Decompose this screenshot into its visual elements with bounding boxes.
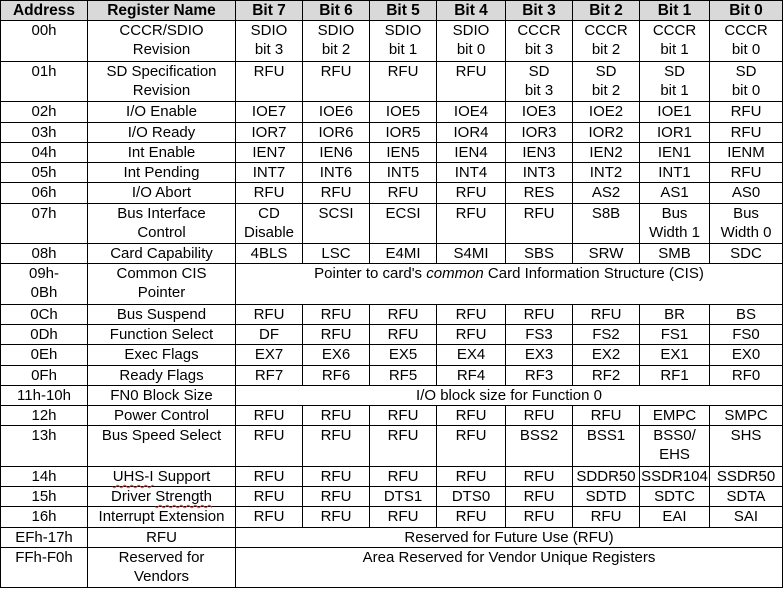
- bit-5-cell: RFU: [370, 426, 437, 467]
- spellcheck-flagged-word: UHS-I: [112, 467, 154, 485]
- register-name-cell: Int Enable: [88, 142, 236, 162]
- bit-5-cell: RFU: [370, 406, 437, 426]
- bit-0-cell: SDTA: [710, 487, 783, 507]
- register-name-cell: Bus Suspend: [88, 304, 236, 324]
- merged-description-cell: [236, 264, 783, 305]
- bit-1-cell: FS1: [640, 325, 710, 345]
- text-segment: Pointer to card's: [314, 265, 427, 283]
- bit-1-cell: RF1: [640, 365, 710, 385]
- table-row: [1, 385, 783, 405]
- register-name-cell: Interrupt Extension: [88, 507, 236, 527]
- bit-6-cell: RFU: [303, 406, 370, 426]
- bit-3-cell: IEN3: [506, 142, 573, 162]
- bit-1-cell: EX1: [640, 345, 710, 365]
- address-cell: 13h: [1, 426, 88, 467]
- bit-7-cell: INT7: [236, 163, 303, 183]
- bit-2-cell: SD bit 2: [573, 61, 640, 102]
- table-row: [1, 203, 783, 244]
- bit-5-cell: RFU: [370, 304, 437, 324]
- address-cell: 04h: [1, 142, 88, 162]
- address-cell: 01h: [1, 61, 88, 102]
- bit-2-cell: SRW: [573, 244, 640, 264]
- bit-6-cell: RFU: [303, 183, 370, 203]
- bit-7-cell: RF7: [236, 365, 303, 385]
- address-cell: 0Dh: [1, 325, 88, 345]
- bit-1-cell: SD bit 1: [640, 61, 710, 102]
- address-cell: 12h: [1, 406, 88, 426]
- column-header-bit-4: Bit 4: [437, 1, 506, 21]
- table-row: [1, 183, 783, 203]
- bit-6-cell: RFU: [303, 507, 370, 527]
- address-cell: 00h: [1, 21, 88, 62]
- bit-0-cell: SD bit 0: [710, 61, 783, 102]
- address-cell: 06h: [1, 183, 88, 203]
- bit-4-cell: RFU: [437, 203, 506, 244]
- bit-5-cell: IOE5: [370, 102, 437, 122]
- bit-3-cell: BSS2: [506, 426, 573, 467]
- bit-7-cell: IOR7: [236, 122, 303, 142]
- bit-2-cell: CCCR bit 2: [573, 21, 640, 62]
- bit-3-cell: RFU: [506, 466, 573, 486]
- register-name-cell: Function Select: [88, 325, 236, 345]
- bit-4-cell: RFU: [437, 325, 506, 345]
- register-name-cell: Reserved for Vendors: [88, 547, 236, 588]
- bit-5-cell: EX5: [370, 345, 437, 365]
- address-cell: 05h: [1, 163, 88, 183]
- address-cell: 16h: [1, 507, 88, 527]
- address-cell: 15h: [1, 487, 88, 507]
- address-cell: 0Ch: [1, 304, 88, 324]
- bit-5-cell: RFU: [370, 466, 437, 486]
- bit-7-cell: RFU: [236, 183, 303, 203]
- table-row: [1, 264, 783, 305]
- merged-description-cell: Area Reserved for Vendor Unique Registers: [236, 547, 783, 588]
- bit-0-cell: RFU: [710, 122, 783, 142]
- register-name-cell: I/O Ready: [88, 122, 236, 142]
- bit-0-cell: SDC: [710, 244, 783, 264]
- bit-0-cell: RFU: [710, 102, 783, 122]
- column-header-bit-1: Bit 1: [640, 1, 710, 21]
- bit-5-cell: ECSI: [370, 203, 437, 244]
- register-name-cell: Bus Interface Control: [88, 203, 236, 244]
- bit-7-cell: RFU: [236, 304, 303, 324]
- table-row: [1, 244, 783, 264]
- bit-4-cell: S4MI: [437, 244, 506, 264]
- table-row: [1, 365, 783, 385]
- bit-5-cell: RFU: [370, 507, 437, 527]
- bit-4-cell: RFU: [437, 466, 506, 486]
- bit-3-cell: SBS: [506, 244, 573, 264]
- bit-2-cell: AS2: [573, 183, 640, 203]
- table-row: [1, 102, 783, 122]
- bit-1-cell: BR: [640, 304, 710, 324]
- bit-2-cell: INT2: [573, 163, 640, 183]
- header-row: [1, 1, 783, 21]
- address-cell: FFh-F0h: [1, 547, 88, 588]
- column-header-bit-2: Bit 2: [573, 1, 640, 21]
- register-name-cell: I/O Enable: [88, 102, 236, 122]
- bit-1-cell: INT1: [640, 163, 710, 183]
- table-row: [1, 547, 783, 588]
- merged-description-cell: I/O block size for Function 0: [236, 385, 783, 405]
- table-row: [1, 345, 783, 365]
- bit-2-cell: FS2: [573, 325, 640, 345]
- register-name-cell: SD Specification Revision: [88, 61, 236, 102]
- bit-3-cell: RFU: [506, 406, 573, 426]
- table-head: [1, 1, 783, 21]
- bit-6-cell: LSC: [303, 244, 370, 264]
- bit-2-cell: S8B: [573, 203, 640, 244]
- register-name-cell: FN0 Block Size: [88, 385, 236, 405]
- bit-7-cell: SDIO bit 3: [236, 21, 303, 62]
- bit-5-cell: RFU: [370, 61, 437, 102]
- register-name-cell: Card Capability: [88, 244, 236, 264]
- address-cell: 08h: [1, 244, 88, 264]
- address-cell: 02h: [1, 102, 88, 122]
- bit-2-cell: RFU: [573, 304, 640, 324]
- bit-5-cell: DTS1: [370, 487, 437, 507]
- bit-3-cell: INT3: [506, 163, 573, 183]
- register-name-cell: Common CIS Pointer: [88, 264, 236, 305]
- address-cell: 07h: [1, 203, 88, 244]
- table-row: [1, 507, 783, 527]
- bit-6-cell: SCSI: [303, 203, 370, 244]
- bit-3-cell: RES: [506, 183, 573, 203]
- bit-0-cell: SSDR50: [710, 466, 783, 486]
- address-cell: 14h: [1, 466, 88, 486]
- bit-5-cell: IEN5: [370, 142, 437, 162]
- bit-6-cell: IOR6: [303, 122, 370, 142]
- register-name-cell: [88, 466, 236, 486]
- bit-4-cell: RFU: [437, 426, 506, 467]
- bit-7-cell: RFU: [236, 466, 303, 486]
- bit-0-cell: Bus Width 0: [710, 203, 783, 244]
- bit-0-cell: CCCR bit 0: [710, 21, 783, 62]
- bit-6-cell: RFU: [303, 426, 370, 467]
- address-cell: EFh-17h: [1, 527, 88, 547]
- table-row: [1, 21, 783, 62]
- bit-7-cell: DF: [236, 325, 303, 345]
- bit-2-cell: RF2: [573, 365, 640, 385]
- bit-1-cell: SSDR104: [641, 467, 708, 485]
- bit-0-cell: IENM: [710, 142, 783, 162]
- bit-6-cell: RF6: [303, 365, 370, 385]
- register-name-cell: CCCR/SDIO Revision: [88, 21, 236, 62]
- bit-4-cell: IOE4: [437, 102, 506, 122]
- bit-4-cell: RFU: [437, 183, 506, 203]
- bit-4-cell: RF4: [437, 365, 506, 385]
- bit-0-cell: RF0: [710, 365, 783, 385]
- table-row: [1, 527, 783, 547]
- bit-3-cell: CCCR bit 3: [506, 21, 573, 62]
- address-cell: 11h-10h: [1, 385, 88, 405]
- table-row: [1, 304, 783, 324]
- table-row: [1, 487, 783, 507]
- spellcheck-flagged-word: Strength: [155, 488, 212, 505]
- address-cell: 03h: [1, 122, 88, 142]
- column-header-address: Address: [1, 1, 88, 21]
- bit-0-cell: EX0: [710, 345, 783, 365]
- bit-1-cell: Bus Width 1: [640, 203, 710, 244]
- table-row: [1, 426, 783, 467]
- bit-2-cell: RFU: [573, 507, 640, 527]
- bit-6-cell: EX6: [303, 345, 370, 365]
- table-row: [1, 61, 783, 102]
- bit-6-cell: RFU: [303, 61, 370, 102]
- bit-6-cell: SDIO bit 2: [303, 21, 370, 62]
- bit-7-cell: RFU: [236, 426, 303, 467]
- column-header-bit-0: Bit 0: [710, 1, 783, 21]
- bit-3-cell: IOE3: [506, 102, 573, 122]
- emphasized-text: common: [426, 265, 484, 283]
- bit-6-cell: RFU: [303, 487, 370, 507]
- bit-7-cell: 4BLS: [236, 244, 303, 264]
- register-name-cell: Int Pending: [88, 163, 236, 183]
- table-row: [1, 163, 783, 183]
- bit-5-cell: RF5: [370, 365, 437, 385]
- bit-3-cell: RF3: [506, 365, 573, 385]
- bit-1-cell: IEN1: [640, 142, 710, 162]
- address-cell: 0Eh: [1, 345, 88, 365]
- bit-6-cell: RFU: [303, 466, 370, 486]
- bit-1-cell: SMB: [640, 244, 710, 264]
- column-header-bit-5: Bit 5: [370, 1, 437, 21]
- bit-2-cell: EX2: [573, 345, 640, 365]
- bit-0-cell: FS0: [710, 325, 783, 345]
- bit-2-cell: BSS1: [573, 426, 640, 467]
- bit-4-cell: IOR4: [437, 122, 506, 142]
- bit-0-cell: BS: [710, 304, 783, 324]
- text-segment: Driver: [111, 488, 156, 505]
- bit-3-cell: RFU: [506, 487, 573, 507]
- bit-7-cell: RFU: [236, 406, 303, 426]
- register-name-cell: I/O Abort: [88, 183, 236, 203]
- bit-6-cell: IOE6: [303, 102, 370, 122]
- table-row: [1, 122, 783, 142]
- bit-1-cell: BSS0/ EHS: [640, 426, 710, 467]
- bit-0-cell: RFU: [710, 163, 783, 183]
- bit-0-cell: SHS: [710, 426, 783, 467]
- bit-2-cell: IOR2: [573, 122, 640, 142]
- bit-1-cell: AS1: [640, 183, 710, 203]
- column-header-register-name: Register Name: [88, 1, 236, 21]
- bit-7-cell: RFU: [236, 507, 303, 527]
- bit-6-cell: RFU: [303, 325, 370, 345]
- table-row: [1, 406, 783, 426]
- register-name-cell: Exec Flags: [88, 345, 236, 365]
- register-name-cell: [88, 487, 236, 507]
- bit-5-cell: INT5: [370, 163, 437, 183]
- text-segment: Card Information Structure (CIS): [483, 265, 704, 283]
- register-name-cell: Ready Flags: [88, 365, 236, 385]
- bit-1-cell: EMPC: [640, 406, 710, 426]
- bit-4-cell: RFU: [437, 304, 506, 324]
- bit-4-cell: SDIO bit 0: [437, 21, 506, 62]
- bit-3-cell: FS3: [506, 325, 573, 345]
- bit-7-cell: IOE7: [236, 102, 303, 122]
- bit-4-cell: IEN4: [437, 142, 506, 162]
- register-name-cell: Bus Speed Select: [88, 426, 236, 467]
- bit-0-cell: SAI: [710, 507, 783, 527]
- bit-1-cell: CCCR bit 1: [640, 21, 710, 62]
- bit-4-cell: INT4: [437, 163, 506, 183]
- bit-4-cell: DTS0: [437, 487, 506, 507]
- table-row: [1, 142, 783, 162]
- bit-2-cell: SDTD: [573, 487, 640, 507]
- bit-5-cell: RFU: [370, 325, 437, 345]
- register-name-cell: Power Control: [88, 406, 236, 426]
- merged-description-cell: Reserved for Future Use (RFU): [236, 527, 783, 547]
- bit-3-cell: RFU: [506, 304, 573, 324]
- bit-3-cell: IOR3: [506, 122, 573, 142]
- bit-1-cell: IOR1: [640, 122, 710, 142]
- bit-4-cell: RFU: [437, 406, 506, 426]
- bit-2-cell: IEN2: [573, 142, 640, 162]
- column-header-bit-3: Bit 3: [506, 1, 573, 21]
- bit-3-cell: RFU: [506, 507, 573, 527]
- bit-4-cell: RFU: [437, 61, 506, 102]
- bit-5-cell: RFU: [370, 183, 437, 203]
- table-body: [1, 21, 783, 588]
- bit-3-cell: RFU: [506, 203, 573, 244]
- bit-2-cell: SDDR50: [573, 466, 640, 486]
- bit-7-cell: IEN7: [236, 142, 303, 162]
- table-row: [1, 325, 783, 345]
- column-header-bit-6: Bit 6: [303, 1, 370, 21]
- bit-2-cell: RFU: [573, 406, 640, 426]
- address-cell: 09h- 0Bh: [1, 264, 88, 305]
- bit-6-cell: INT6: [303, 163, 370, 183]
- bit-3-cell: EX3: [506, 345, 573, 365]
- bit-7-cell: CD Disable: [236, 203, 303, 244]
- address-cell: 0Fh: [1, 365, 88, 385]
- bit-1-cell: SDTC: [640, 487, 710, 507]
- bit-4-cell: RFU: [437, 507, 506, 527]
- bit-2-cell: IOE2: [573, 102, 640, 122]
- bit-5-cell: E4MI: [370, 244, 437, 264]
- bit-1-cell: IOE1: [640, 102, 710, 122]
- bit-5-cell: SDIO bit 1: [370, 21, 437, 62]
- text-segment: Support: [153, 467, 211, 485]
- bit-1-cell: EAI: [640, 507, 710, 527]
- bit-3-cell: SD bit 3: [506, 61, 573, 102]
- bit-7-cell: EX7: [236, 345, 303, 365]
- column-header-bit-7: Bit 7: [236, 1, 303, 21]
- bit-6-cell: IEN6: [303, 142, 370, 162]
- register-name-cell: RFU: [88, 527, 236, 547]
- bit-4-cell: EX4: [437, 345, 506, 365]
- table-row: [1, 466, 783, 486]
- bit-0-cell: SMPC: [710, 406, 783, 426]
- bit-0-cell: AS0: [710, 183, 783, 203]
- bit-5-cell: IOR5: [370, 122, 437, 142]
- bit-7-cell: RFU: [236, 487, 303, 507]
- bit-6-cell: RFU: [303, 304, 370, 324]
- bit-7-cell: RFU: [236, 61, 303, 102]
